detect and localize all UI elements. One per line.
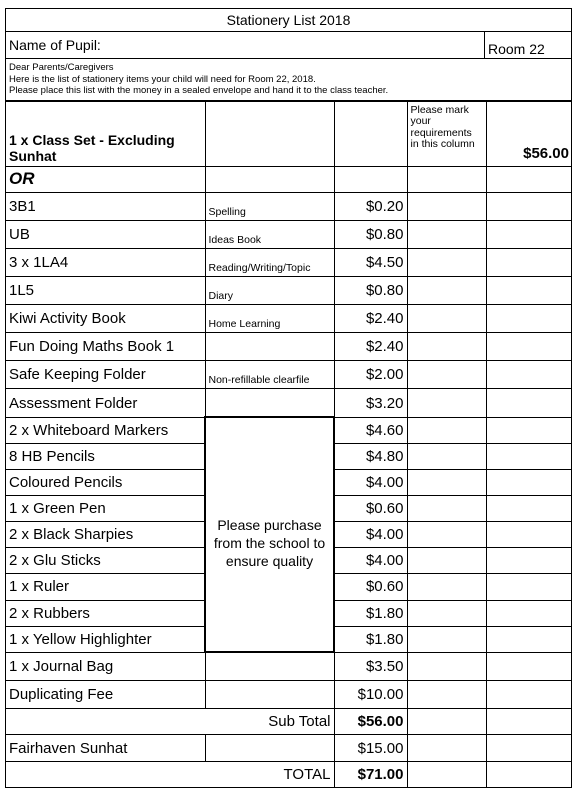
item-row xyxy=(6,681,572,709)
item-name: 3B1 xyxy=(6,192,205,220)
mark-cell[interactable] xyxy=(407,417,486,443)
empty-cell xyxy=(486,652,572,681)
room-label: Room 22 xyxy=(488,41,545,57)
mark-cell[interactable] xyxy=(407,681,486,709)
mark-cell[interactable] xyxy=(407,333,486,361)
stationery-table xyxy=(6,101,572,787)
item-desc: Spelling xyxy=(205,192,334,220)
empty-cell xyxy=(334,101,407,166)
empty-cell xyxy=(486,548,572,574)
item-price: $15.00 xyxy=(334,735,407,761)
pupil-name-label: Name of Pupil: xyxy=(6,32,485,58)
mark-cell[interactable] xyxy=(407,496,486,522)
mark-cell[interactable] xyxy=(407,304,486,332)
item-desc xyxy=(205,389,334,418)
item-price: $0.60 xyxy=(334,496,407,522)
item-name: 1 x Journal Bag xyxy=(6,652,205,681)
empty-cell xyxy=(486,333,572,361)
item-name: UB xyxy=(6,220,205,248)
item-desc xyxy=(205,681,334,709)
item-price: $1.80 xyxy=(334,600,407,626)
empty-cell xyxy=(486,574,572,600)
mark-cell[interactable] xyxy=(407,220,486,248)
item-name: 1 x Yellow Highlighter xyxy=(6,626,205,652)
item-name: Assessment Folder xyxy=(6,389,205,418)
item-row xyxy=(6,652,572,681)
item-name: 3 x 1LA4 xyxy=(6,248,205,276)
empty-cell xyxy=(486,304,572,332)
item-row xyxy=(6,220,572,248)
intro-line: Dear Parents/Caregivers xyxy=(9,62,114,73)
item-price: $10.00 xyxy=(334,681,407,709)
mark-cell[interactable] xyxy=(407,652,486,681)
sunhat-row xyxy=(6,735,572,761)
item-price: $2.00 xyxy=(334,361,407,389)
mark-cell[interactable] xyxy=(407,574,486,600)
mark-cell[interactable] xyxy=(407,600,486,626)
empty-cell xyxy=(486,417,572,443)
item-row xyxy=(6,361,572,389)
empty-cell xyxy=(486,276,572,304)
mark-cell[interactable] xyxy=(407,626,486,652)
mark-column-note: Please mark your requirements in this column xyxy=(407,101,486,166)
empty-cell xyxy=(486,220,572,248)
item-price: $1.80 xyxy=(334,626,407,652)
empty-cell xyxy=(486,600,572,626)
item-name: Fun Doing Maths Book 1 xyxy=(6,333,205,361)
item-price: $0.80 xyxy=(334,276,407,304)
item-price: $4.00 xyxy=(334,548,407,574)
total-row xyxy=(6,761,572,787)
item-name: 2 x Rubbers xyxy=(6,600,205,626)
item-name: 2 x Glu Sticks xyxy=(6,548,205,574)
item-name: Fairhaven Sunhat xyxy=(6,735,205,761)
item-desc: Ideas Book xyxy=(205,220,334,248)
item-name: Duplicating Fee xyxy=(6,681,205,709)
mark-cell[interactable] xyxy=(407,361,486,389)
item-price: $0.20 xyxy=(334,192,407,220)
item-desc: Home Learning xyxy=(205,304,334,332)
item-price: $4.00 xyxy=(334,470,407,496)
mark-cell[interactable] xyxy=(407,248,486,276)
item-name: Safe Keeping Folder xyxy=(6,361,205,389)
empty-cell xyxy=(486,522,572,548)
sheet-title: Stationery List 2018 xyxy=(6,9,571,32)
item-price: $2.40 xyxy=(334,333,407,361)
or-label: OR xyxy=(6,166,205,192)
mark-cell[interactable] xyxy=(407,276,486,304)
item-name: 2 x Black Sharpies xyxy=(6,522,205,548)
item-name: Kiwi Activity Book xyxy=(6,304,205,332)
empty-cell xyxy=(486,248,572,276)
subtotal-value: $56.00 xyxy=(334,709,407,735)
item-row xyxy=(6,417,572,443)
item-price: $3.50 xyxy=(334,652,407,681)
item-price: $4.60 xyxy=(334,417,407,443)
purchase-note: Please purchase from the school to ensure quality xyxy=(205,417,334,652)
class-set-total: $56.00 xyxy=(486,101,572,166)
mark-cell[interactable] xyxy=(407,470,486,496)
mark-cell[interactable] xyxy=(407,735,486,761)
item-name: 8 HB Pencils xyxy=(6,443,205,469)
empty-cell xyxy=(486,192,572,220)
item-row xyxy=(6,304,572,332)
subtotal-label: Sub Total xyxy=(6,709,334,735)
item-price: $4.50 xyxy=(334,248,407,276)
subtotal-row xyxy=(6,709,572,735)
item-price: $4.80 xyxy=(334,443,407,469)
item-price: $4.00 xyxy=(334,522,407,548)
name-row xyxy=(6,32,571,59)
item-price: $0.60 xyxy=(334,574,407,600)
item-name: 1 x Ruler xyxy=(6,574,205,600)
total-value: $71.00 xyxy=(334,761,407,787)
item-row xyxy=(6,276,572,304)
item-price: $2.40 xyxy=(334,304,407,332)
empty-cell xyxy=(486,361,572,389)
total-label: TOTAL xyxy=(6,761,334,787)
mark-cell[interactable] xyxy=(407,522,486,548)
mark-cell[interactable] xyxy=(407,389,486,418)
mark-cell[interactable] xyxy=(407,192,486,220)
intro-line: Please place this list with the money in a sealed envelope and hand it to the class teacher. xyxy=(9,85,389,96)
item-desc xyxy=(205,652,334,681)
intro-line: Here is the list of stationery items your child will need for Room 22, 2018. xyxy=(9,73,316,85)
mark-cell[interactable] xyxy=(407,166,486,192)
mark-cell[interactable] xyxy=(407,548,486,574)
class-set-label: 1 x Class Set - Excluding Sunhat xyxy=(6,101,205,166)
empty-cell xyxy=(486,626,572,652)
empty-cell xyxy=(486,389,572,418)
empty-cell xyxy=(486,470,572,496)
item-name: 1 x Green Pen xyxy=(6,496,205,522)
item-row xyxy=(6,248,572,276)
mark-cell[interactable] xyxy=(407,761,486,787)
mark-cell[interactable] xyxy=(407,443,486,469)
stationery-sheet xyxy=(5,8,572,788)
item-name: 2 x Whiteboard Markers xyxy=(6,417,205,443)
class-set-row xyxy=(6,101,572,166)
intro-text xyxy=(6,59,571,101)
item-name: 1L5 xyxy=(6,276,205,304)
item-desc xyxy=(205,333,334,361)
item-price: $3.20 xyxy=(334,389,407,418)
item-price: $0.80 xyxy=(334,220,407,248)
item-desc: Non-refillable clearfile xyxy=(205,361,334,389)
item-row xyxy=(6,389,572,418)
empty-cell xyxy=(205,101,334,166)
empty-cell xyxy=(486,496,572,522)
or-row xyxy=(6,166,572,192)
empty-cell xyxy=(486,443,572,469)
item-desc: Diary xyxy=(205,276,334,304)
empty-cell xyxy=(486,681,572,709)
mark-cell[interactable] xyxy=(407,709,486,735)
item-name: Coloured Pencils xyxy=(6,470,205,496)
item-desc: Reading/Writing/Topic xyxy=(205,248,334,276)
item-row xyxy=(6,333,572,361)
item-row xyxy=(6,192,572,220)
items-body xyxy=(6,192,572,709)
